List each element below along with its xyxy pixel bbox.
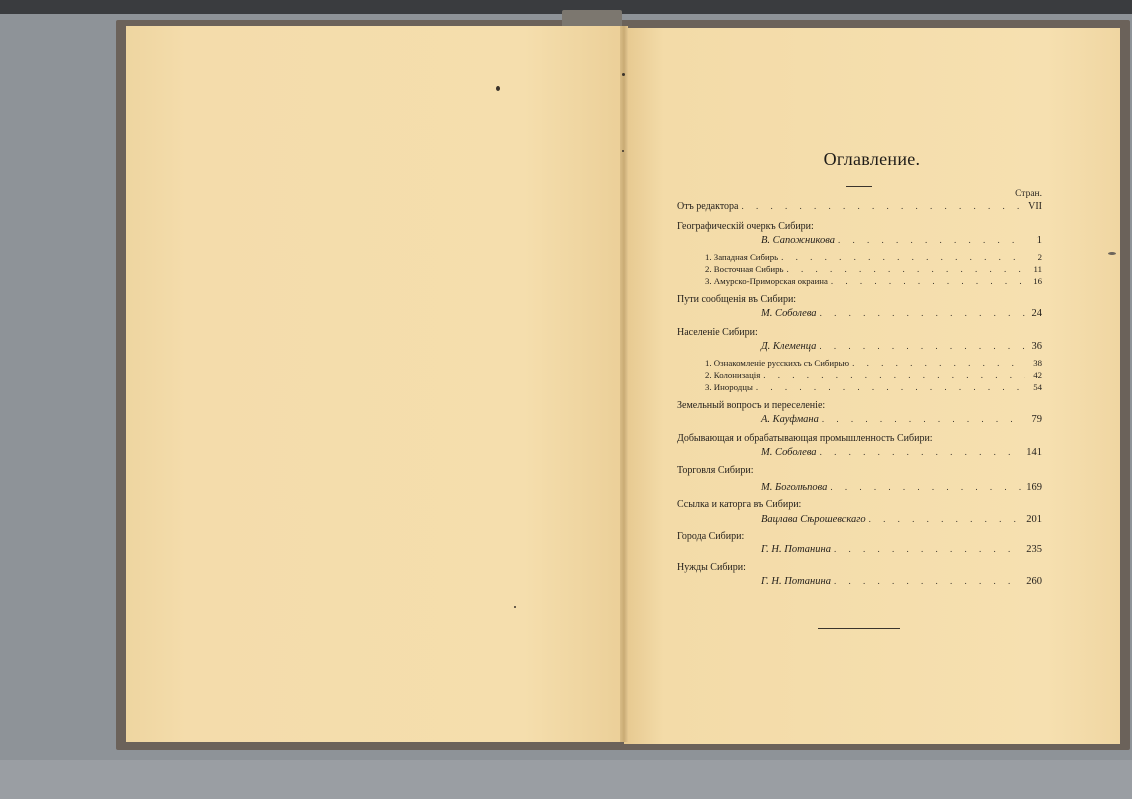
toc-entry-text: 2. Восточная Сибирь xyxy=(705,264,784,274)
toc-entry-text: 1. Ознакомленіе русскихъ съ Сибирью xyxy=(705,358,850,368)
toc-entry-text: Нужды Сибири: xyxy=(677,562,746,573)
page-column-label: Стран. xyxy=(1015,189,1042,199)
dot-leader xyxy=(820,307,1025,320)
toc-entry-text: 2. Колонизація xyxy=(705,370,761,380)
toc-entry-text: Отъ редактора xyxy=(677,201,739,212)
toc-entry-heading xyxy=(677,432,1042,445)
toc-page-number: 201 xyxy=(1026,514,1042,525)
toc-page-number: 235 xyxy=(1026,544,1042,555)
toc-entry-text: Ссылка и каторга въ Сибири: xyxy=(677,499,802,510)
dot-leader xyxy=(834,543,1023,556)
toc-page-number: 36 xyxy=(1031,341,1042,352)
toc-entry-heading xyxy=(677,464,1042,477)
dot-leader xyxy=(756,381,1025,394)
dot-leader xyxy=(742,200,1026,213)
dot-leader xyxy=(869,513,1024,526)
book-gutter xyxy=(620,26,628,742)
paper-speck xyxy=(622,73,625,76)
dot-leader xyxy=(834,575,1023,588)
toc-entry-heading xyxy=(677,399,1042,412)
paper-speck xyxy=(1108,252,1116,255)
toc-entry-author xyxy=(677,575,1042,588)
closing-rule xyxy=(818,628,900,629)
toc-entry-sub xyxy=(677,275,1042,288)
toc-entry-heading xyxy=(677,293,1042,306)
toc-entry-author xyxy=(677,413,1042,426)
toc-entry-sub xyxy=(677,381,1042,394)
toc-entry-text: Г. Н. Потанина xyxy=(761,544,831,555)
toc-entry-main xyxy=(677,200,1042,213)
toc-entry-text: Торговля Сибири: xyxy=(677,465,754,476)
dot-leader xyxy=(822,413,1025,426)
toc-page-number: 54 xyxy=(1033,382,1042,392)
toc-entry-text: А. Кауфмана xyxy=(761,414,819,425)
toc-page-number: 16 xyxy=(1033,276,1042,286)
title-rule xyxy=(846,186,872,187)
toc-page-number: 169 xyxy=(1026,482,1042,493)
toc-entry-author xyxy=(677,234,1042,247)
toc-entry-heading xyxy=(677,561,1042,574)
toc-entry-text: Д. Клеменца xyxy=(761,341,817,352)
dot-leader xyxy=(831,275,1025,288)
paper-speck xyxy=(514,606,516,608)
toc-entry-heading xyxy=(677,220,1042,233)
toc-entry-text: 1. Западная Сибирь xyxy=(705,252,779,262)
dot-leader xyxy=(820,446,1024,459)
toc-entry-text: Географическій очеркъ Сибири: xyxy=(677,221,814,232)
toc-page-number: 38 xyxy=(1033,358,1042,368)
dot-leader xyxy=(830,481,1023,494)
toc-entry-author xyxy=(677,513,1042,526)
toc-entry-heading xyxy=(677,530,1042,543)
dot-leader xyxy=(819,340,1025,353)
toc-page-number: 11 xyxy=(1033,264,1042,274)
toc-entry-text: 3. Инородцы xyxy=(705,382,753,392)
paper-speck xyxy=(496,86,500,91)
toc-page-number: VII xyxy=(1028,201,1042,212)
toc-entry-author xyxy=(677,543,1042,556)
toc-entry-text: Пути сообщенія въ Сибири: xyxy=(677,294,797,305)
left-page xyxy=(126,26,624,742)
toc-page-number: 24 xyxy=(1031,308,1042,319)
toc-page-number: 2 xyxy=(1037,252,1042,262)
toc-entry-author xyxy=(677,446,1042,459)
toc-entry-author xyxy=(677,481,1042,494)
toc-entry-text: Г. Н. Потанина xyxy=(761,576,831,587)
toc-page-number: 1 xyxy=(1036,235,1042,246)
toc-entry-text: М. Соболева xyxy=(761,308,817,319)
scanner-bed-bottom xyxy=(0,760,1132,799)
dot-leader xyxy=(838,234,1025,247)
toc-entry-heading xyxy=(677,326,1042,339)
toc-entry-heading xyxy=(677,498,1042,511)
toc-title: Оглавление. xyxy=(823,149,921,169)
toc-page-number: 260 xyxy=(1026,576,1042,587)
toc-entry-author xyxy=(677,307,1042,320)
toc-entry-text: 3. Амурско-Приморская окраина xyxy=(705,276,828,286)
toc-entry-text: Населеніе Сибири: xyxy=(677,327,758,338)
toc-entry-text: Города Сибири: xyxy=(677,531,745,542)
toc-page-number: 141 xyxy=(1026,447,1042,458)
toc-entry-text: Земельный вопросъ и переселеніе: xyxy=(677,400,826,411)
toc-entry-text: М. Соболева xyxy=(761,447,817,458)
toc-entry-text: М. Боголѣпова xyxy=(761,482,828,493)
toc-page-number: 79 xyxy=(1031,414,1042,425)
toc-entry-text: Добывающая и обрабатывающая промышленность Сибири: xyxy=(677,433,933,444)
toc-entry-text: В. Сапожникова xyxy=(761,235,835,246)
toc-page-number: 42 xyxy=(1033,370,1042,380)
toc-entry-text: Вацлава Сѣрошевскаго xyxy=(761,514,866,525)
toc-entry-author xyxy=(677,340,1042,353)
